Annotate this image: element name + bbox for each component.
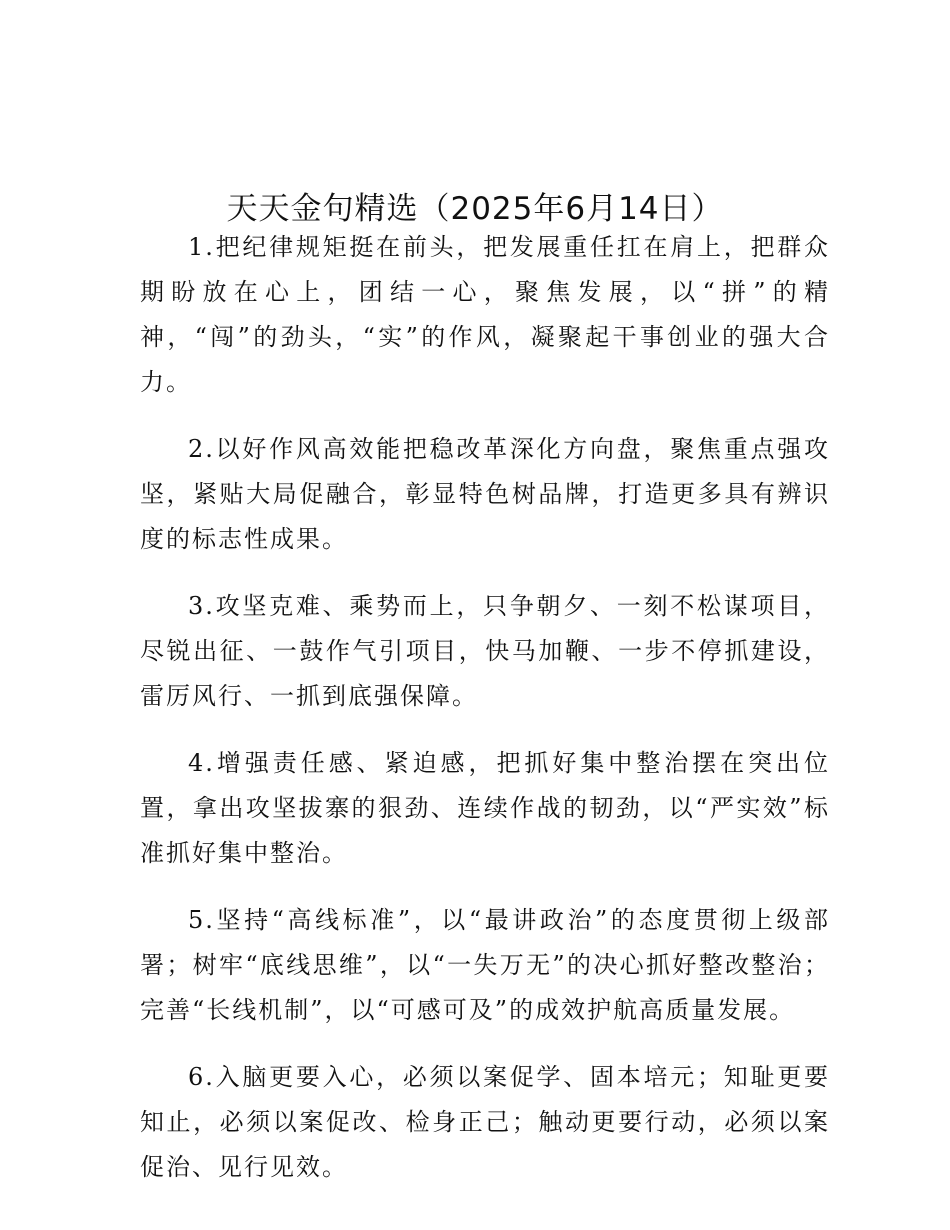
paragraph-5: 5.坚持“高线标准”，以“最讲政治”的态度贯彻上级部署；树牢“底线思维”，以“一失万无”的决心抓好整改整治；完善“长线机制”，以“可感可及”的成效护航高质量发展。 — [140, 906, 830, 1024]
paragraph-6: 6.入脑更要入心，必须以案促学、固本培元；知耻更要知止，必须以案促改、检身正己；触动更要行动，必须以案促治、见行见效。 — [140, 1063, 830, 1181]
paragraph-4: 4.增强责任感、紧迫感，把抓好集中整治摆在突出位置，拿出攻坚拔寨的狠劲、连续作战的韧劲，以“严实效”标准抓好集中整治。 — [140, 749, 830, 867]
page-title: 天天金句精选（2025年6月14日） — [226, 190, 724, 227]
paragraph-1: 1.把纪律规矩挺在前头，把发展重任扛在肩上，把群众期盼放在心上，团结一心，聚焦发展，以“拼”的精神，“闯”的劲头，“实”的作风，凝聚起干事创业的强大合力。 — [140, 233, 830, 396]
document-body — [140, 225, 830, 1212]
paragraph-2: 2.以好作风高效能把稳改革深化方向盘，聚焦重点强攻坚，紧贴大局促融合，彰显特色树品牌，打造更多具有辨识度的标志性成果。 — [140, 435, 830, 553]
paragraph-3: 3.攻坚克难、乘势而上，只争朝夕、一刻不松谋项目，尽锐出征、一鼓作气引项目，快马加鞭、一步不停抓建设，雷厉风行、一抓到底强保障。 — [140, 592, 830, 710]
